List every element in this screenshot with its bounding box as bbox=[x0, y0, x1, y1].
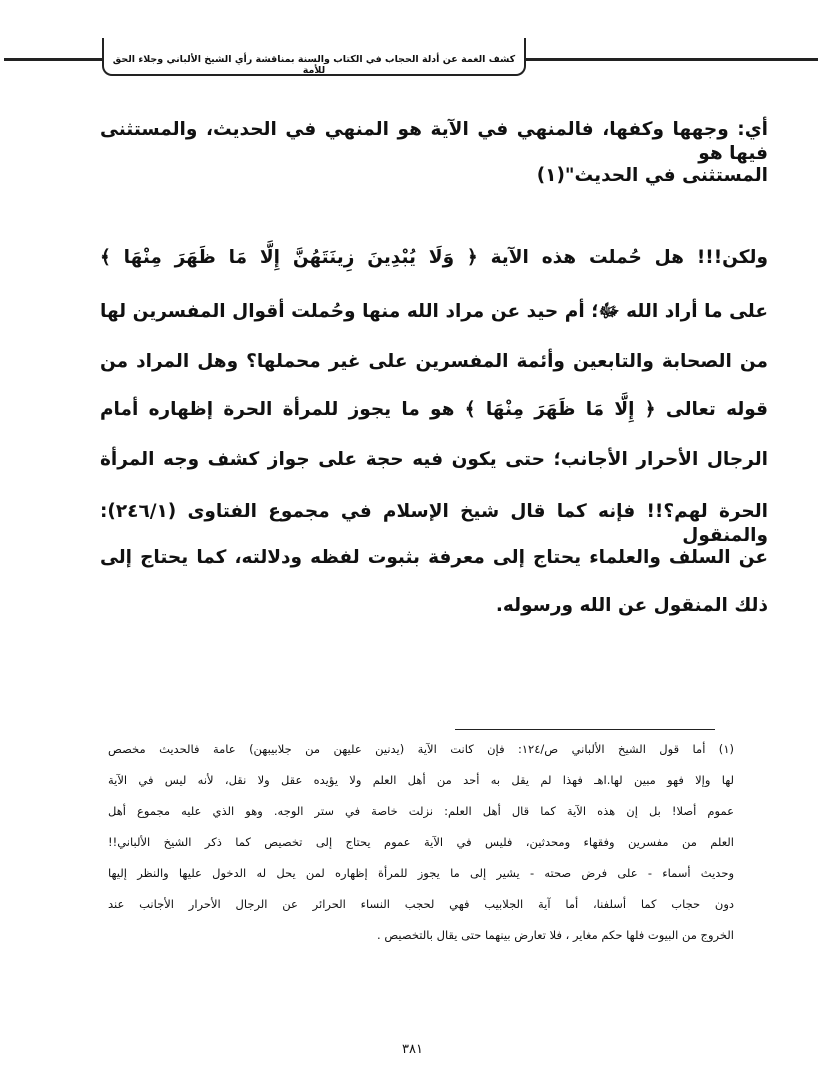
header-rule-right bbox=[522, 58, 818, 61]
footnote-separator bbox=[455, 729, 715, 730]
footnote-line: الخروج من البيوت فلها حكم مغاير ، فلا تعارض بينهما حتى يقال بالتخصيص . bbox=[377, 928, 734, 942]
footnote-line: عموم أصلا! بل إن هذه الآية كما قال أهل العلم: نزلت خاصة في ستر الوجه. وهو الذي عليه مجموع أهل bbox=[108, 804, 734, 818]
body-line: ولكن!!! هل حُملت هذه الآية ﴿ وَلَا يُبْدِينَ زِينَتَهُنَّ إِلَّا مَا ظَهَرَ مِنْهَا ﴾ bbox=[100, 247, 768, 268]
body-line: أي: وجهها وكفها، فالمنهي في الآية هو المنهي في الحديث، والمستثنى فيها هو bbox=[100, 119, 768, 165]
body-line: المستثنى في الحديث"(١) bbox=[536, 165, 768, 186]
footnote-line: العلم من مفسرين وفقهاء ومحدثين، فليس في الآية عموم يحتاج إلى تخصيص كما ذكر الشيخ الألباني!! bbox=[108, 835, 734, 849]
page-number: ٣٨١ bbox=[402, 1042, 423, 1057]
book-title: كشف الغمة عن أدلة الحجاب في الكتاب والسنة بمناقشة رأي الشيخ الألباني وجلاء الحق للأمة bbox=[112, 54, 516, 77]
footnote-line: (١) أما قول الشيخ الألباني ص/١٢٤: فإن كانت الآية (يدنين عليهن من جلابيبهن) عامة فالحديث مخصص bbox=[108, 742, 734, 756]
body-line: ذلك المنقول عن الله ورسوله. bbox=[495, 595, 768, 616]
running-header bbox=[102, 38, 526, 76]
body-line: قوله تعالى ﴿ إِلَّا مَا ظَهَرَ مِنْهَا ﴾ هو ما يجوز للمرأة الحرة إظهاره أمام bbox=[100, 399, 768, 420]
footnote-line: لها وإلا فهو مبين لها.اهـ فهذا لم يقل به أحد من أهل العلم ولا يؤيده عقل ولا نقل، لأنه ليس في الآية bbox=[108, 773, 734, 787]
header-rule-left bbox=[4, 58, 104, 61]
footnote-line: دون حجاب كما أسلفنا، أما آية الجلابيب فهي لحجب النساء الحرائر عن الرجال الأحرار الأجانب عند bbox=[108, 897, 734, 911]
body-line: على ما أراد الله ﷻ؛ أم حيد عن مراد الله منها وحُملت أقوال المفسرين لها bbox=[100, 301, 768, 322]
body-line: عن السلف والعلماء يحتاج إلى معرفة بثبوت لفظه ودلالته، كما يحتاج إلى bbox=[100, 547, 768, 568]
body-line: الحرة لهم؟!! فإنه كما قال شيخ الإسلام في مجموع الفتاوى (٢٤٦/١): والمنقول bbox=[100, 501, 768, 547]
body-line: من الصحابة والتابعين وأئمة المفسرين على غير محملها؟ وهل المراد من bbox=[100, 351, 768, 372]
footnote-line: وحديث أسماء - على فرض صحته - يشير إلى ما يجوز للمرأة إظهاره لمن يحل له الدخول عليها والنظر إليها bbox=[108, 866, 734, 880]
body-line: الرجال الأحرار الأجانب؛ حتى يكون فيه حجة على جواز كشف وجه المرأة bbox=[100, 449, 768, 470]
